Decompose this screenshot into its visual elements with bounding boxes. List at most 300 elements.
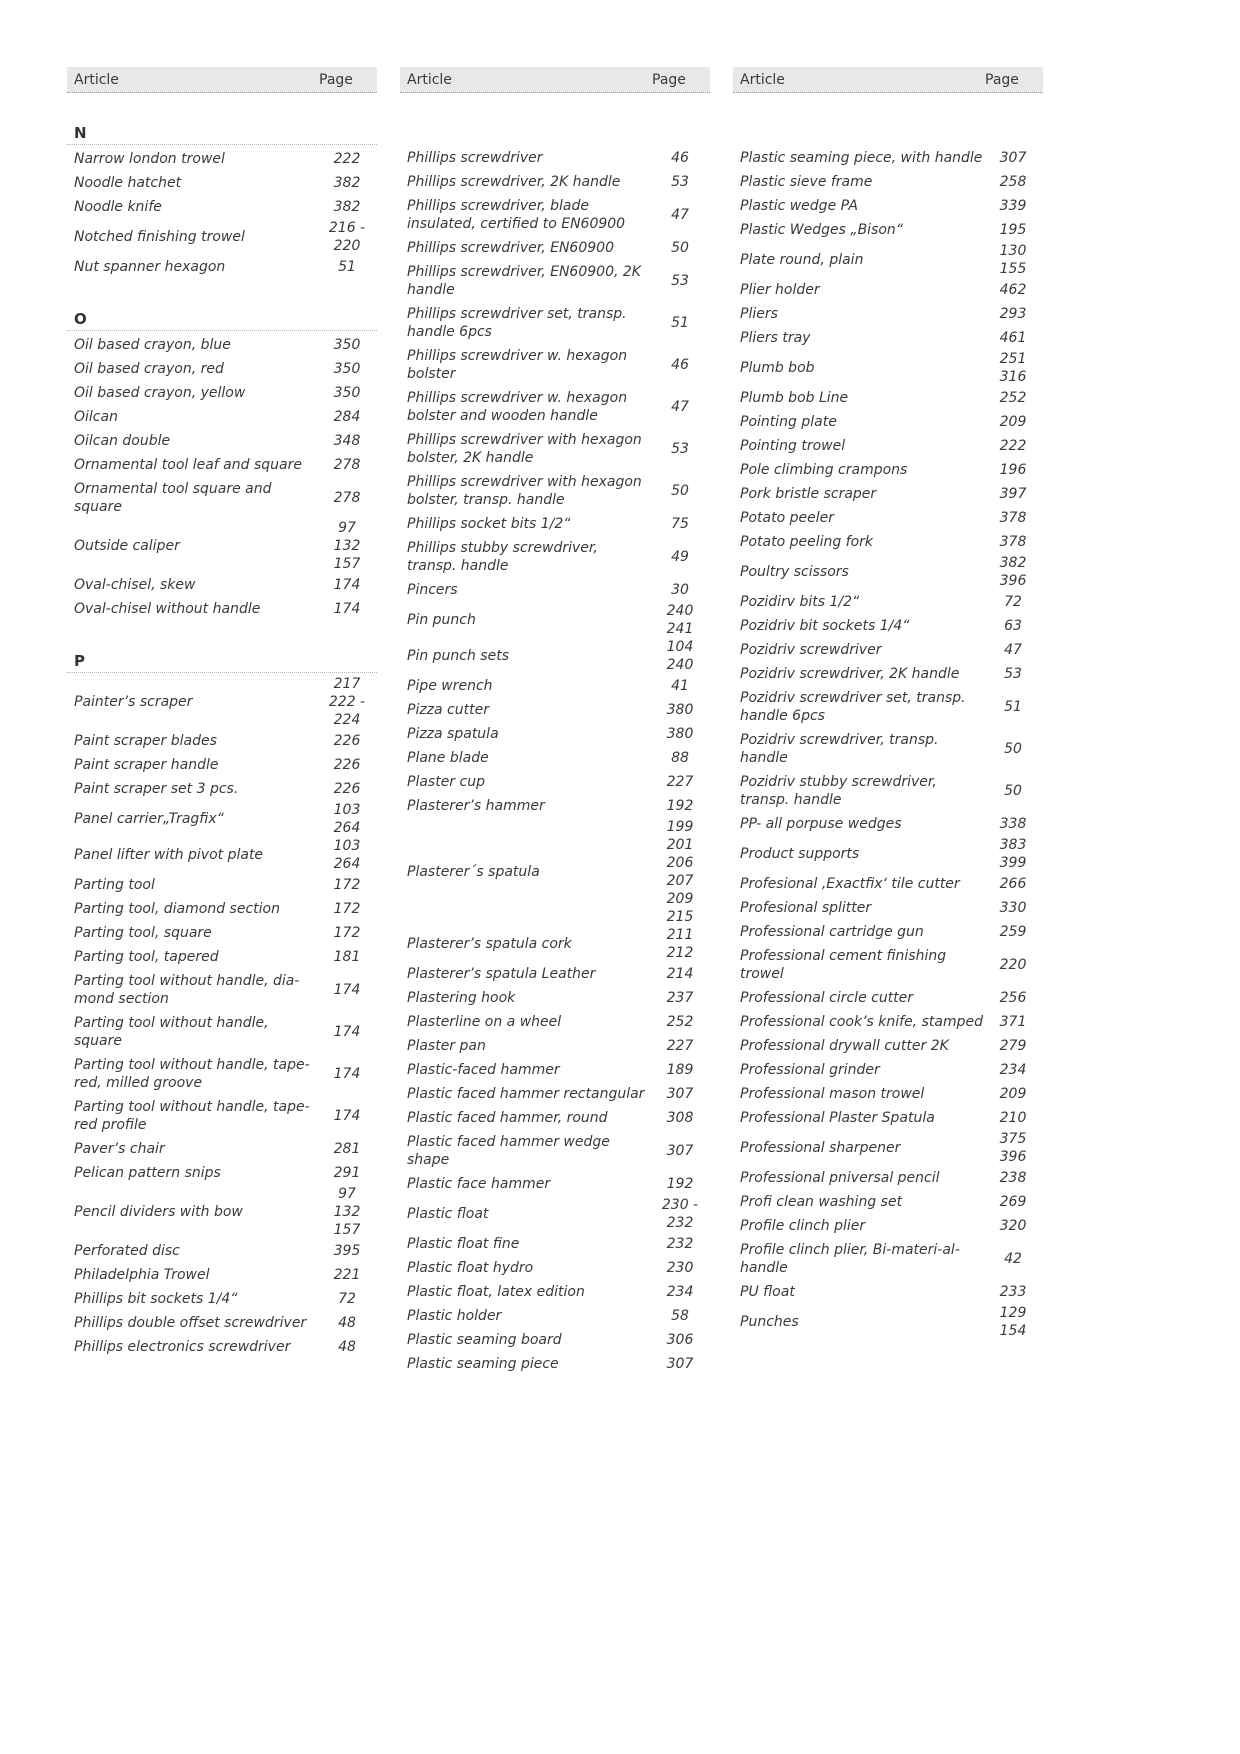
page-number-line: 307 [666, 1143, 694, 1159]
article-name: Oval-chisel, skew [74, 577, 196, 593]
article-name: Plastic-faced hammer [407, 1062, 560, 1078]
page-number [317, 924, 377, 942]
index-row [733, 1058, 1043, 1082]
page-number-line: 132 [333, 538, 361, 554]
page-number [983, 665, 1043, 683]
page-number-line: 220 [333, 238, 361, 254]
page-number-line: 240 [666, 657, 694, 673]
article-name: Professional cement finishing trowel [740, 948, 947, 982]
article-name: Phillips screwdriver, 2K handle [407, 174, 621, 190]
index-row [400, 578, 710, 602]
page-number-line: 382 [333, 175, 361, 191]
page-number [317, 1314, 377, 1332]
page-number-line: 30 [671, 582, 689, 598]
page-number [983, 197, 1043, 215]
index-row [400, 818, 710, 926]
article-name: Pozidriv screwdriver [740, 642, 882, 658]
index-column-3 [733, 67, 1043, 1340]
index-row [400, 194, 710, 236]
page-number [650, 926, 710, 962]
page-number [650, 239, 710, 257]
page-number-line: 192 [666, 798, 694, 814]
article-name: Professional cartridge gun [740, 924, 924, 940]
page-number [983, 836, 1043, 872]
page-number-line: 51 [1004, 699, 1022, 715]
page-number [317, 981, 377, 999]
page-number-line: 278 [333, 490, 361, 506]
page-number [317, 1107, 377, 1125]
page-number [650, 1355, 710, 1373]
article-name: Plumb bob [740, 360, 815, 376]
article-name: Professional sharpener [740, 1140, 901, 1156]
index-row [733, 242, 1043, 278]
index-row [67, 1239, 377, 1263]
index-row [733, 146, 1043, 170]
index-row [733, 872, 1043, 896]
index-row [733, 278, 1043, 302]
page-number [317, 1065, 377, 1083]
index-rows [67, 673, 377, 1359]
page-number [650, 1061, 710, 1079]
article-name: Plastic seaming board [407, 1332, 562, 1348]
page-number-line: 97 [338, 1186, 356, 1202]
article-name: Parting tool [74, 877, 155, 893]
page-number-line: 53 [1004, 666, 1022, 682]
page-number [650, 1037, 710, 1055]
page-number [650, 1235, 710, 1253]
index-row [67, 519, 377, 573]
page-number [983, 509, 1043, 527]
page-number-line: 224 [333, 712, 361, 728]
page-number-line: 172 [333, 877, 361, 893]
page-number-line: 51 [338, 259, 356, 275]
page-number-line: 234 [666, 1284, 694, 1300]
page-number [983, 740, 1043, 758]
article-name: Plastic seaming piece, with handle [740, 150, 983, 166]
page-number-line: 348 [333, 433, 361, 449]
page-number-line: 396 [999, 1149, 1027, 1165]
article-name: Paint scraper blades [74, 733, 217, 749]
article-name: Pork bristle scraper [740, 486, 877, 502]
page-number [650, 725, 710, 743]
index-row [733, 944, 1043, 986]
index-row [400, 1232, 710, 1256]
page-number [983, 485, 1043, 503]
page-number-line: 211 [666, 927, 694, 943]
page-number-line: 252 [999, 390, 1027, 406]
index-row [67, 1263, 377, 1287]
page-number [317, 174, 377, 192]
article-name: Pozidriv screwdriver set, transp. handle 6pcs [740, 690, 966, 724]
page-number [650, 989, 710, 1007]
page-number-line: 48 [338, 1315, 356, 1331]
page-number [983, 1304, 1043, 1340]
article-name: Plasterer’s spatula Leather [407, 966, 596, 982]
index-row [67, 777, 377, 801]
index-row [67, 1335, 377, 1359]
index-row [400, 236, 710, 260]
index-row [400, 638, 710, 674]
page-number-line: 399 [999, 855, 1027, 871]
index-row [400, 170, 710, 194]
page-number-line: 279 [999, 1038, 1027, 1054]
article-name: Paint scraper set 3 pcs. [74, 781, 239, 797]
article-name: Pointing trowel [740, 438, 846, 454]
page-number [983, 305, 1043, 323]
index-section [67, 120, 377, 279]
index-row [67, 381, 377, 405]
page-number-line: 72 [1004, 594, 1022, 610]
header-article: Article [740, 71, 785, 88]
page-number-line: 50 [671, 483, 689, 499]
page-number-line: 189 [666, 1062, 694, 1078]
index-row [400, 1106, 710, 1130]
page-number-line: 42 [1004, 1251, 1022, 1267]
page-number-line: 264 [333, 820, 361, 836]
page-number [317, 837, 377, 873]
page-number-line: 195 [999, 222, 1027, 238]
article-name: Phillips screwdriver with hexagon bolster, 2K handle [407, 432, 642, 466]
page-number-line: 307 [999, 150, 1027, 166]
page-number [650, 1307, 710, 1325]
article-name: Oil based crayon, yellow [74, 385, 246, 401]
column-header [67, 67, 377, 93]
page-number-line: 206 [666, 855, 694, 871]
page-number-line: 48 [338, 1339, 356, 1355]
page-number-line: 174 [333, 1108, 361, 1124]
article-name: Philadelphia Trowel [74, 1267, 210, 1283]
index-row [67, 255, 377, 279]
page-number [317, 1164, 377, 1182]
article-name: Pozidriv stubby screwdriver, transp. handle [740, 774, 937, 808]
page-number-line: 132 [333, 1204, 361, 1220]
page-number-line: 264 [333, 856, 361, 872]
index-rows [67, 331, 377, 621]
page-number [317, 456, 377, 474]
page-number [983, 221, 1043, 239]
index-row [67, 801, 377, 837]
page-number-line: 462 [999, 282, 1027, 298]
page-number-line: 222 [999, 438, 1027, 454]
article-name: Pin punch sets [407, 648, 509, 664]
header-article: Article [407, 71, 452, 88]
page-number [317, 1266, 377, 1284]
article-name: Plastic holder [407, 1308, 502, 1324]
page-number [317, 360, 377, 378]
page-number [983, 461, 1043, 479]
index-row [67, 195, 377, 219]
page-number [650, 398, 710, 416]
article-name: Noodle hatchet [74, 175, 182, 191]
article-name: Phillips double offset screwdriver [74, 1315, 307, 1331]
article-name: Pin punch [407, 612, 476, 628]
index-row [400, 428, 710, 470]
index-row [67, 1011, 377, 1053]
index-row [400, 302, 710, 344]
index-row [67, 1095, 377, 1137]
page-number-line: 306 [666, 1332, 694, 1348]
page-number-line: 174 [333, 1024, 361, 1040]
index-row [67, 1053, 377, 1095]
index-row [67, 147, 377, 171]
index-column-body [67, 120, 377, 1359]
page-number [650, 818, 710, 926]
article-name: Plastic faced hammer wedge shape [407, 1134, 610, 1168]
page-number [317, 219, 377, 255]
page-number [983, 1193, 1043, 1211]
index-row [400, 1058, 710, 1082]
page-number [650, 1175, 710, 1193]
index-section [67, 648, 377, 1359]
page-number-line: 222 [333, 151, 361, 167]
page-number-line: 88 [671, 750, 689, 766]
page-number [650, 581, 710, 599]
page-number [983, 1250, 1043, 1268]
page-number-line: 378 [999, 510, 1027, 526]
article-name: Professional drywall cutter 2K [740, 1038, 949, 1054]
page-number [983, 149, 1043, 167]
index-row [400, 260, 710, 302]
index-row [733, 530, 1043, 554]
index-row [733, 194, 1043, 218]
article-name: Pizza cutter [407, 702, 489, 718]
index-column-2 [400, 67, 710, 1376]
page-number-line: 293 [999, 306, 1027, 322]
page-number-line: 397 [999, 486, 1027, 502]
page-number-line: 375 [999, 1131, 1027, 1147]
page-number-line: 230 [666, 1260, 694, 1276]
index-row [733, 506, 1043, 530]
page-number-line: 157 [333, 556, 361, 572]
page-number-line: 207 [666, 873, 694, 889]
index-row [733, 434, 1043, 458]
page-number [650, 206, 710, 224]
article-name: Pointing plate [740, 414, 837, 430]
article-name: Phillips screwdriver, blade insulated, certified to EN60900 [407, 198, 626, 232]
page-number [983, 698, 1043, 716]
page-number [983, 437, 1043, 455]
article-name: Oil based crayon, red [74, 361, 224, 377]
page-number-line: 217 [333, 676, 361, 692]
article-name: Ornamental tool leaf and square [74, 457, 302, 473]
index-row [733, 170, 1043, 194]
index-row [400, 1256, 710, 1280]
article-name: Professional Plaster Spatula [740, 1110, 935, 1126]
header-article: Article [74, 71, 119, 88]
page-number [650, 1196, 710, 1232]
index-row [733, 1280, 1043, 1304]
page-number [983, 1130, 1043, 1166]
index-row [733, 686, 1043, 728]
article-name: Phillips socket bits 1/2“ [407, 516, 571, 532]
page-number-line: 209 [999, 1086, 1027, 1102]
page-number-line: 284 [333, 409, 361, 425]
page-number-line: 227 [666, 1038, 694, 1054]
article-name: Narrow london trowel [74, 151, 225, 167]
article-name: Pozidriv screwdriver, transp. handle [740, 732, 939, 766]
page-number-line: 238 [999, 1170, 1027, 1186]
page-number [317, 576, 377, 594]
index-column-body [733, 144, 1043, 1340]
page-number [317, 489, 377, 507]
page-number-line: 266 [999, 876, 1027, 892]
page-number-line: 251 [999, 351, 1027, 367]
page-number-line: 172 [333, 901, 361, 917]
index-row [733, 350, 1043, 386]
article-name: Pliers tray [740, 330, 811, 346]
page-number [650, 314, 710, 332]
article-name: Plastering hook [407, 990, 516, 1006]
article-name: Panel lifter with pivot plate [74, 847, 264, 863]
page-number [983, 1169, 1043, 1187]
index-row [67, 921, 377, 945]
page-number-line: 350 [333, 337, 361, 353]
article-name: Oval-chisel without handle [74, 601, 261, 617]
article-name: Product supports [740, 846, 860, 862]
section-letter: N [67, 120, 377, 145]
page-number [983, 329, 1043, 347]
page-number [983, 815, 1043, 833]
article-name: Oil based crayon, blue [74, 337, 231, 353]
index-row [67, 945, 377, 969]
article-name: Paint scraper handle [74, 757, 219, 773]
article-name: Profile clinch plier [740, 1218, 866, 1234]
article-name: Potato peeler [740, 510, 834, 526]
article-name: Poultry scissors [740, 564, 849, 580]
page-number [983, 1013, 1043, 1031]
index-row [733, 1238, 1043, 1280]
article-name: Plastic float fine [407, 1236, 520, 1252]
page-number-line: 241 [666, 621, 694, 637]
page-number [650, 1109, 710, 1127]
article-name: Plastic sieve frame [740, 174, 873, 190]
article-name: PU float [740, 1284, 795, 1300]
article-name: Notched finishing trowel [74, 229, 245, 245]
index-row [733, 1214, 1043, 1238]
article-name: Plastic Wedges „Bison“ [740, 222, 904, 238]
page-number-line: 233 [999, 1284, 1027, 1300]
page-number-line: 155 [999, 261, 1027, 277]
index-row [733, 770, 1043, 812]
page-number-line: 237 [666, 990, 694, 1006]
page-number [317, 1185, 377, 1239]
page-number [983, 923, 1043, 941]
page-number-line: 154 [999, 1323, 1027, 1339]
page-number [983, 956, 1043, 974]
index-row [733, 662, 1043, 686]
index-row [733, 836, 1043, 872]
page-number-line: 291 [333, 1165, 361, 1181]
page-number-line: 51 [671, 315, 689, 331]
index-row [733, 302, 1043, 326]
page-number [317, 675, 377, 729]
page-number [983, 617, 1043, 635]
page-number [650, 1013, 710, 1031]
article-name: Professional pniversal pencil [740, 1170, 940, 1186]
article-name: Plane blade [407, 750, 489, 766]
page-number [650, 173, 710, 191]
page-number [317, 948, 377, 966]
index-row [67, 453, 377, 477]
page-number [983, 1109, 1043, 1127]
page-number-line: 50 [1004, 783, 1022, 799]
page-number-line: 157 [333, 1222, 361, 1238]
index-row [400, 512, 710, 536]
index-row [67, 675, 377, 729]
article-name: Phillips screwdriver w. hexagon bolster [407, 348, 628, 382]
page-number-line: 212 [666, 945, 694, 961]
page-number-line: 338 [999, 816, 1027, 832]
article-name: Profesional ‚Exactfix‘ tile cutter [740, 876, 960, 892]
index-row [400, 746, 710, 770]
article-name: Plaster cup [407, 774, 485, 790]
page-number-line: 281 [333, 1141, 361, 1157]
index-rows [67, 145, 377, 279]
page-number [317, 408, 377, 426]
page-number [650, 482, 710, 500]
column-header [400, 67, 710, 93]
article-name: Ornamental tool square and square [74, 481, 272, 515]
index-row [67, 333, 377, 357]
page-number [317, 756, 377, 774]
article-name: Plier holder [740, 282, 820, 298]
index-row [67, 897, 377, 921]
index-row [67, 1311, 377, 1335]
page-number [983, 782, 1043, 800]
page-number-line: 316 [999, 369, 1027, 385]
article-name: Pipe wrench [407, 678, 493, 694]
page-number [983, 242, 1043, 278]
index-row [733, 812, 1043, 836]
page-number-line: 252 [666, 1014, 694, 1030]
index-row [67, 405, 377, 429]
article-name: Pizza spatula [407, 726, 499, 742]
page-number-line: 46 [671, 357, 689, 373]
index-row [67, 1185, 377, 1239]
index-row [67, 1287, 377, 1311]
index-row [733, 218, 1043, 242]
page-number-line: 380 [666, 702, 694, 718]
page-number [983, 875, 1043, 893]
index-row [67, 729, 377, 753]
index-row [400, 386, 710, 428]
article-name: Phillips screwdriver set, transp. handle 6pcs [407, 306, 627, 340]
page-number-line: 50 [1004, 741, 1022, 757]
article-name: Plastic float [407, 1206, 489, 1222]
index-row [733, 458, 1043, 482]
article-name: Pelican pattern snips [74, 1165, 221, 1181]
index-section [67, 306, 377, 621]
page-number-line: 50 [671, 240, 689, 256]
page-number [650, 515, 710, 533]
section-letter: P [67, 648, 377, 673]
page-number [983, 173, 1043, 191]
index-row [400, 1304, 710, 1328]
index-row [67, 477, 377, 519]
page-number-line: 129 [999, 1305, 1027, 1321]
page-number [317, 519, 377, 573]
page-number-line: 58 [671, 1308, 689, 1324]
page-number-line: 47 [671, 399, 689, 415]
article-name: Professional mason trowel [740, 1086, 925, 1102]
index-row [733, 1130, 1043, 1166]
index-row [400, 344, 710, 386]
article-name: Phillips bit sockets 1/4“ [74, 1291, 238, 1307]
page-number-line: 63 [1004, 618, 1022, 634]
article-name: Pozidriv bit sockets 1/4“ [740, 618, 910, 634]
index-row [733, 896, 1043, 920]
page-number-line: 461 [999, 330, 1027, 346]
